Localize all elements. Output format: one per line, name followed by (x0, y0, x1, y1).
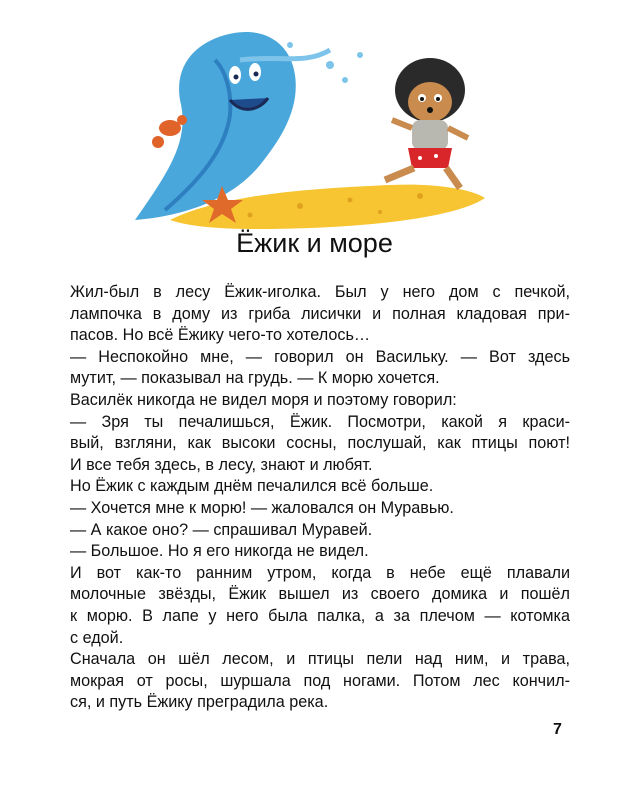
text-line: с едой. (70, 628, 124, 647)
hedgehog (385, 58, 468, 188)
story-text (70, 282, 570, 714)
text-line: — Зря ты печалишься, Ёжик. Посмотри, какой я краси- (70, 412, 570, 431)
text-line: мокрая от росы, шуршала под ногами. Потом лес кончил- (70, 671, 570, 690)
text-line: И все тебя здесь, в лесу, знают и любят. (70, 455, 373, 474)
text-line: к морю. В лапе у него была палка, а за плечом — котомка (70, 606, 570, 625)
text-line: ся, и путь Ёжику преградила река. (70, 693, 329, 712)
text-line: вый, взгляни, как высоки сосны, послушай, как птицы поют! (70, 434, 570, 453)
page-number: 7 (553, 721, 562, 738)
text-line: пасов. Но всё Ёжику чего-то хотелось… (70, 326, 371, 345)
text-line: мутит, — показывал на грудь. — К морю хочется. (70, 369, 440, 388)
text-line: Жил-был в лесу Ёжик-иголка. Был у него дом с печкой, (70, 283, 570, 301)
text-line: Сначала он шёл лесом, и птицы пели над ним, и трава, (70, 650, 570, 669)
text-line: И вот как-то ранним утром, когда в небе ещё плавали (70, 563, 570, 582)
story-illustration (130, 20, 490, 235)
story-title: Ёжик и море (236, 228, 393, 258)
text-line: — Хочется мне к морю! — жаловался он Муравью. (70, 498, 454, 517)
text-line: молочные звёзды, Ёжик вышел из своего домика и пошёл (70, 585, 570, 604)
text-line: лампочка в дому из гриба лисички и полная кладовая при- (70, 304, 570, 323)
text-line: — А какое оно? — спрашивал Муравей. (70, 520, 373, 539)
text-line: Но Ёжик с каждым днём печалился всё больше. (70, 477, 434, 496)
text-line: — Неспокойно мне, — говорил он Васильку. — Вот здесь (70, 347, 570, 366)
text-line: Василёк никогда не видел моря и поэтому говорил: (70, 390, 457, 409)
text-line: — Большое. Но я его никогда не видел. (70, 542, 369, 561)
